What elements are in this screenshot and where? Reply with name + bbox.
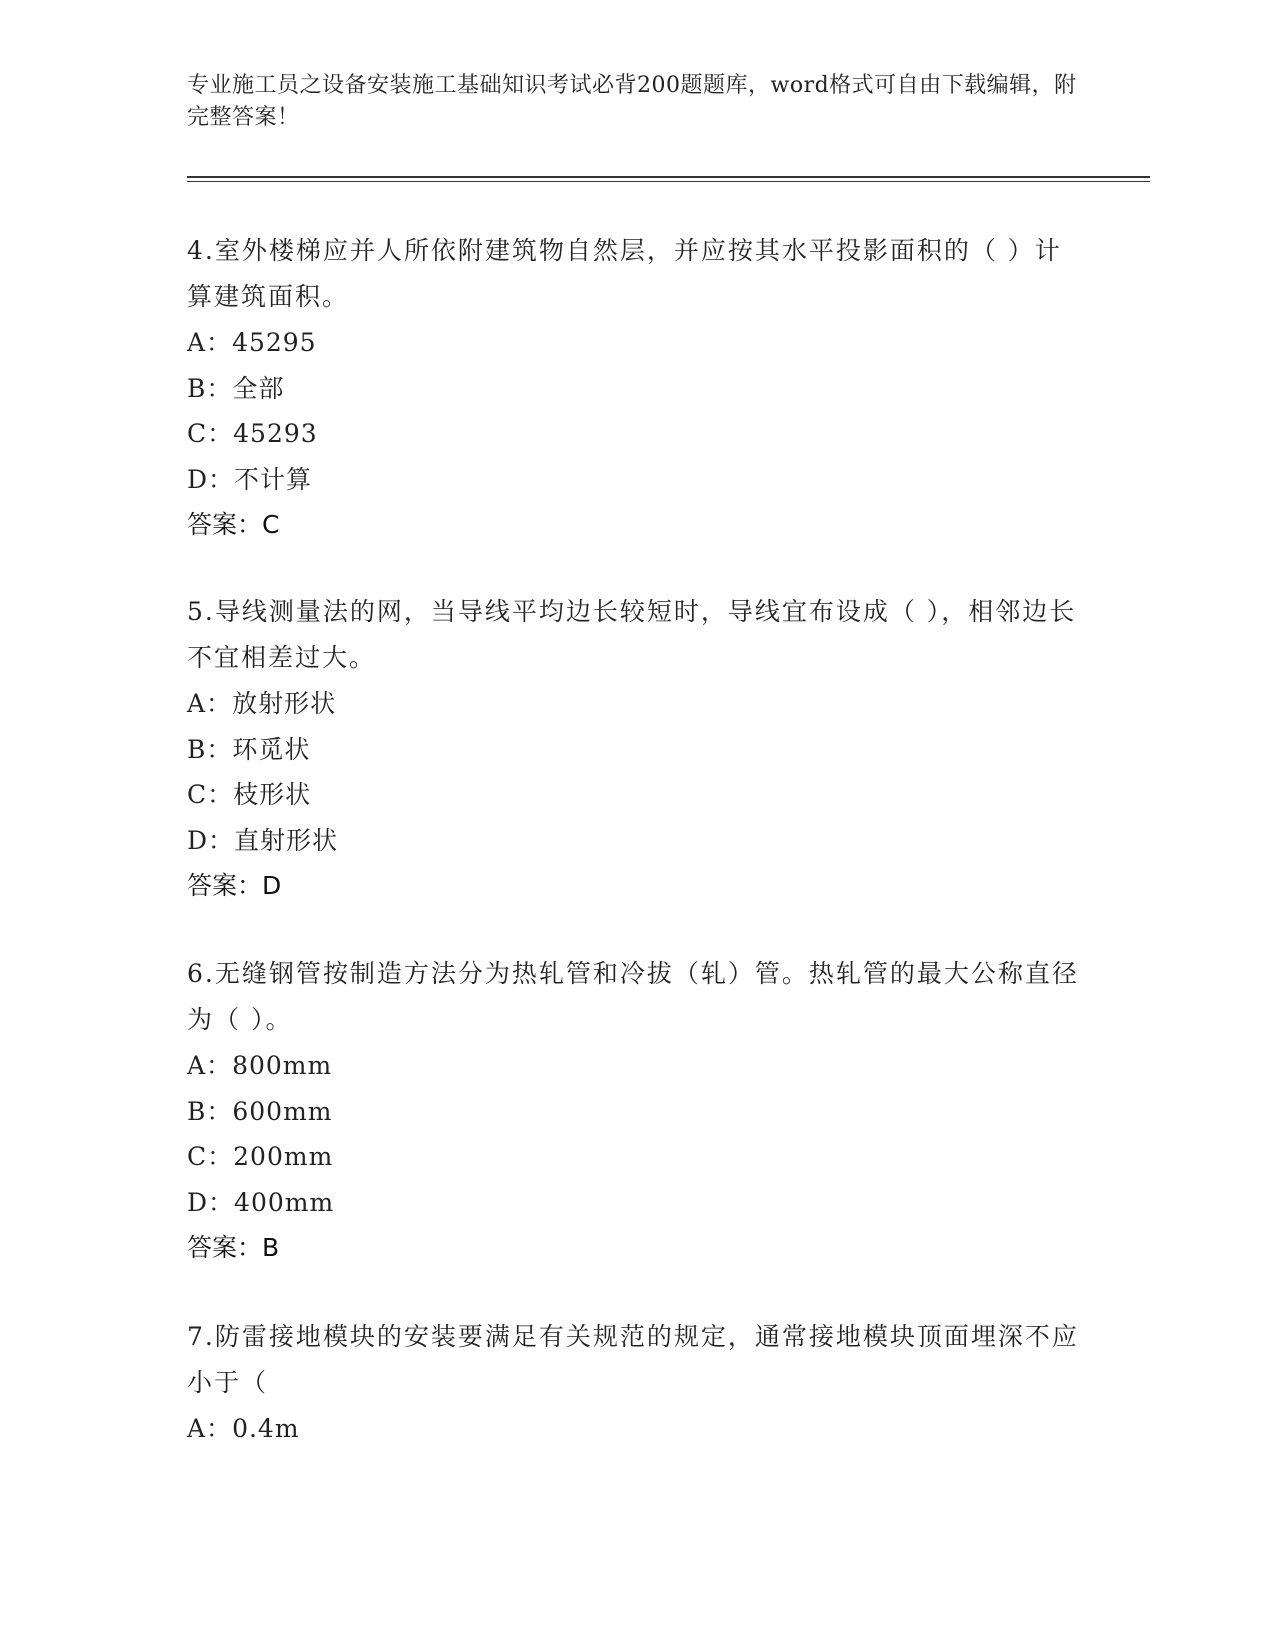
option-a <box>187 320 1087 366</box>
option-key: C： <box>187 780 234 809</box>
option-text: 环觅状 <box>232 734 311 764</box>
option-key: B： <box>187 734 233 764</box>
option-a <box>187 1406 1087 1452</box>
option-text: 45293 <box>233 419 318 448</box>
option-b <box>187 366 1087 412</box>
option-text: 600mm <box>232 1096 333 1126</box>
option-text: 全部 <box>232 373 285 403</box>
option-key: A： <box>187 689 233 718</box>
option-key: C： <box>187 419 234 448</box>
question-block-5 <box>187 589 1087 909</box>
question-block-6 <box>187 951 1087 1271</box>
answer-line: 答案：C <box>187 510 280 539</box>
option-text: 枝形状 <box>233 780 312 809</box>
option-text: 45295 <box>232 328 317 357</box>
option-c <box>187 772 1087 818</box>
option-b <box>187 1089 1087 1135</box>
question-stem: 7.防雷接地模块的安装要满足有关规范的规定，通常接地模块顶面埋深不应小于（ <box>187 1322 1079 1397</box>
option-text: 放射形状 <box>232 689 337 718</box>
option-text: 200mm <box>233 1142 334 1171</box>
option-d <box>187 818 1087 864</box>
question-stem: 5.导线测量法的网，当导线平均边长较短时，导线宜布设成（ ），相邻边长不宜相差过大。 <box>187 597 1077 672</box>
question-block-7 <box>187 1314 1087 1452</box>
option-c <box>187 411 1087 457</box>
option-a <box>187 1043 1087 1089</box>
question-block-4 <box>187 228 1087 548</box>
document-header-title: 专业施工员之设备安装施工基础知识考试必背200题题库，word格式可自由下载编辑，附完整答案！ <box>187 73 1077 130</box>
option-key: B： <box>187 1096 233 1126</box>
option-c <box>187 1134 1087 1180</box>
option-key: D： <box>187 464 235 494</box>
answer-line: 答案：D <box>187 871 282 900</box>
option-text: 400mm <box>234 1187 335 1217</box>
option-key: A： <box>187 328 233 357</box>
option-key: D： <box>187 825 235 855</box>
option-d <box>187 1180 1087 1226</box>
option-a <box>187 681 1087 727</box>
option-d <box>187 457 1087 503</box>
option-text: 800mm <box>232 1051 333 1080</box>
option-key: A： <box>187 1051 233 1080</box>
answer-line: 答案：B <box>187 1233 280 1262</box>
header-divider-thick <box>187 176 1150 178</box>
option-text: 直射形状 <box>234 825 339 855</box>
option-key: C： <box>187 1142 234 1171</box>
option-text: 不计算 <box>234 464 313 494</box>
option-b <box>187 727 1087 773</box>
header-divider-thin <box>187 181 1150 182</box>
option-key: D： <box>187 1187 235 1217</box>
option-key: A： <box>187 1414 233 1443</box>
option-key: B： <box>187 373 233 403</box>
question-stem: 6.无缝钢管按制造方法分为热轧管和冷拔（轧）管。热轧管的最大公称直径为（ ）。 <box>187 959 1079 1034</box>
option-text: 0.4m <box>232 1414 300 1443</box>
question-stem: 4.室外楼梯应并人所依附建筑物自然层，并应按其水平投影面积的（ ）计算建筑面积。 <box>187 236 1062 311</box>
